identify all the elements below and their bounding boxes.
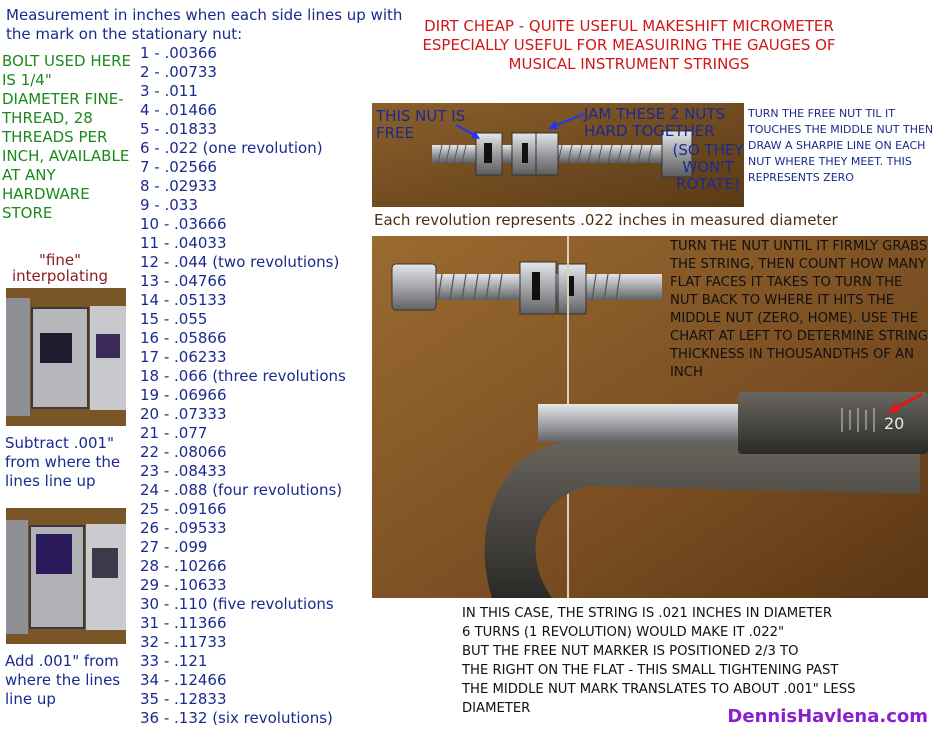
- chart-row: 21 - .077: [140, 424, 208, 442]
- rotate-label: (SO THEY WON'T ROTATE): [672, 141, 744, 193]
- site-watermark[interactable]: DennisHavlena.com: [727, 706, 928, 727]
- chart-row: 1 - .00366: [140, 44, 217, 62]
- revolution-note: Each revolution represents .022 inches in measured diameter: [374, 211, 838, 229]
- instructions-text: TURN THE NUT UNTIL IT FIRMLY GRABS THE STRING, THEN COUNT HOW MANY FLAT FACES IT TAKES TO TURN THE NUT BACK TO WHERE IT HITS THE MIDDLE NUT (ZERO, HOME). USE THE CHART AT LEFT TO DETERMINE STRING THICKNESS IN THOUSANDTHS OF AN INCH: [670, 239, 929, 380]
- chart-row: 24 - .088 (four revolutions): [140, 481, 343, 499]
- free-nut-label: THIS NUT IS FREE: [376, 107, 466, 142]
- headline-line-2: ESPECIALLY USEFUL FOR MEASUIRING THE GAUGES OF: [422, 36, 836, 54]
- chart-row: 33 - .121: [140, 652, 208, 670]
- headline-line-1: DIRT CHEAP - QUITE USEFUL MAKESHIFT MICROMETER: [424, 17, 834, 35]
- bottom-line-3: BUT THE FREE NUT MARKER IS POSITIONED 2/3 TO: [462, 644, 799, 659]
- subtract-photo: [6, 288, 126, 426]
- chart-row: 14 - .05133: [140, 291, 227, 309]
- chart-row: 25 - .09166: [140, 500, 227, 518]
- measurement-chart: [140, 44, 372, 728]
- chart-row: 35 - .12833: [140, 690, 227, 708]
- chart-row: 22 - .08066: [140, 443, 227, 461]
- chart-row: 8 - .02933: [140, 177, 217, 195]
- chart-row: 12 - .044 (two revolutions): [140, 253, 340, 271]
- zero-note: TURN THE FREE NUT TIL IT TOUCHES THE MIDDLE NUT THEN DRAW A SHARPIE LINE ON EACH NUT WHERE THEY MEET. THIS REPRESENTS ZERO: [748, 107, 934, 184]
- subtract-caption: Subtract .001" from where the lines line up: [5, 434, 121, 490]
- chart-row: 31 - .11366: [140, 614, 227, 632]
- chart-row: 11 - .04033: [140, 234, 227, 252]
- bottom-line-2: 6 TURNS (1 REVOLUTION) WOULD MAKE IT .022": [462, 625, 785, 640]
- bottom-line-4: THE RIGHT ON THE FLAT - THIS SMALL TIGHTENING PAST: [462, 663, 839, 678]
- chart-row: 16 - .05866: [140, 329, 227, 347]
- bottom-explanation: [462, 604, 932, 718]
- chart-row: 19 - .06966: [140, 386, 227, 404]
- add-caption: Add .001" from where the lines line up: [5, 652, 121, 708]
- add-photo: [6, 508, 126, 644]
- chart-row: 13 - .04766: [140, 272, 227, 290]
- chart-row: 7 - .02566: [140, 158, 217, 176]
- chart-row: 28 - .10266: [140, 557, 227, 575]
- headline: [386, 17, 872, 74]
- chart-row: 4 - .01466: [140, 101, 217, 119]
- chart-row: 23 - .08433: [140, 462, 227, 480]
- chart-row: 17 - .06233: [140, 348, 227, 366]
- micrometer-reading: 20: [884, 414, 905, 433]
- reading-arrow: [884, 392, 924, 416]
- chart-row: 15 - .055: [140, 310, 208, 328]
- chart-row: 34 - .12466: [140, 671, 227, 689]
- chart-row: 26 - .09533: [140, 519, 227, 537]
- chart-row: 5 - .01833: [140, 120, 217, 138]
- fine-interpolating-label: "fine" interpolating: [11, 251, 109, 285]
- chart-row: 10 - .03666: [140, 215, 227, 233]
- chart-row: 27 - .099: [140, 538, 208, 556]
- chart-row: 36 - .132 (six revolutions): [140, 709, 333, 727]
- chart-row: 29 - .10633: [140, 576, 227, 594]
- free-nut-arrow: [454, 122, 484, 142]
- bottom-line-5: THE MIDDLE NUT MARK TRANSLATES TO ABOUT .001" LESS: [462, 682, 856, 697]
- chart-row: 32 - .11733: [140, 633, 227, 651]
- chart-row: 3 - .011: [140, 82, 198, 100]
- jam-nuts-label: JAM THESE 2 NUTS HARD TOGETHER: [584, 105, 726, 140]
- bolt-description: BOLT USED HERE IS 1/4" DIAMETER FINE-THREAD, 28 THREADS PER INCH, AVAILABLE AT ANY HARDWARE STORE: [2, 52, 132, 222]
- chart-row: 9 - .033: [140, 196, 198, 214]
- bottom-line-6: DIAMETER: [462, 701, 531, 716]
- chart-row: 30 - .110 (five revolutions: [140, 595, 334, 613]
- headline-line-3: MUSICAL INSTRUMENT STRINGS: [508, 55, 750, 73]
- intro-text: Measurement in inches when each side lines up with the mark on the stationary nut:: [6, 6, 403, 43]
- chart-row: 18 - .066 (three revolutions: [140, 367, 346, 385]
- chart-row: 2 - .00733: [140, 63, 217, 81]
- bottom-line-1: IN THIS CASE, THE STRING IS .021 INCHES IN DIAMETER: [462, 606, 832, 621]
- chart-row: 6 - .022 (one revolution): [140, 139, 323, 157]
- jam-nuts-arrow: [544, 110, 586, 132]
- chart-row: 20 - .07333: [140, 405, 227, 423]
